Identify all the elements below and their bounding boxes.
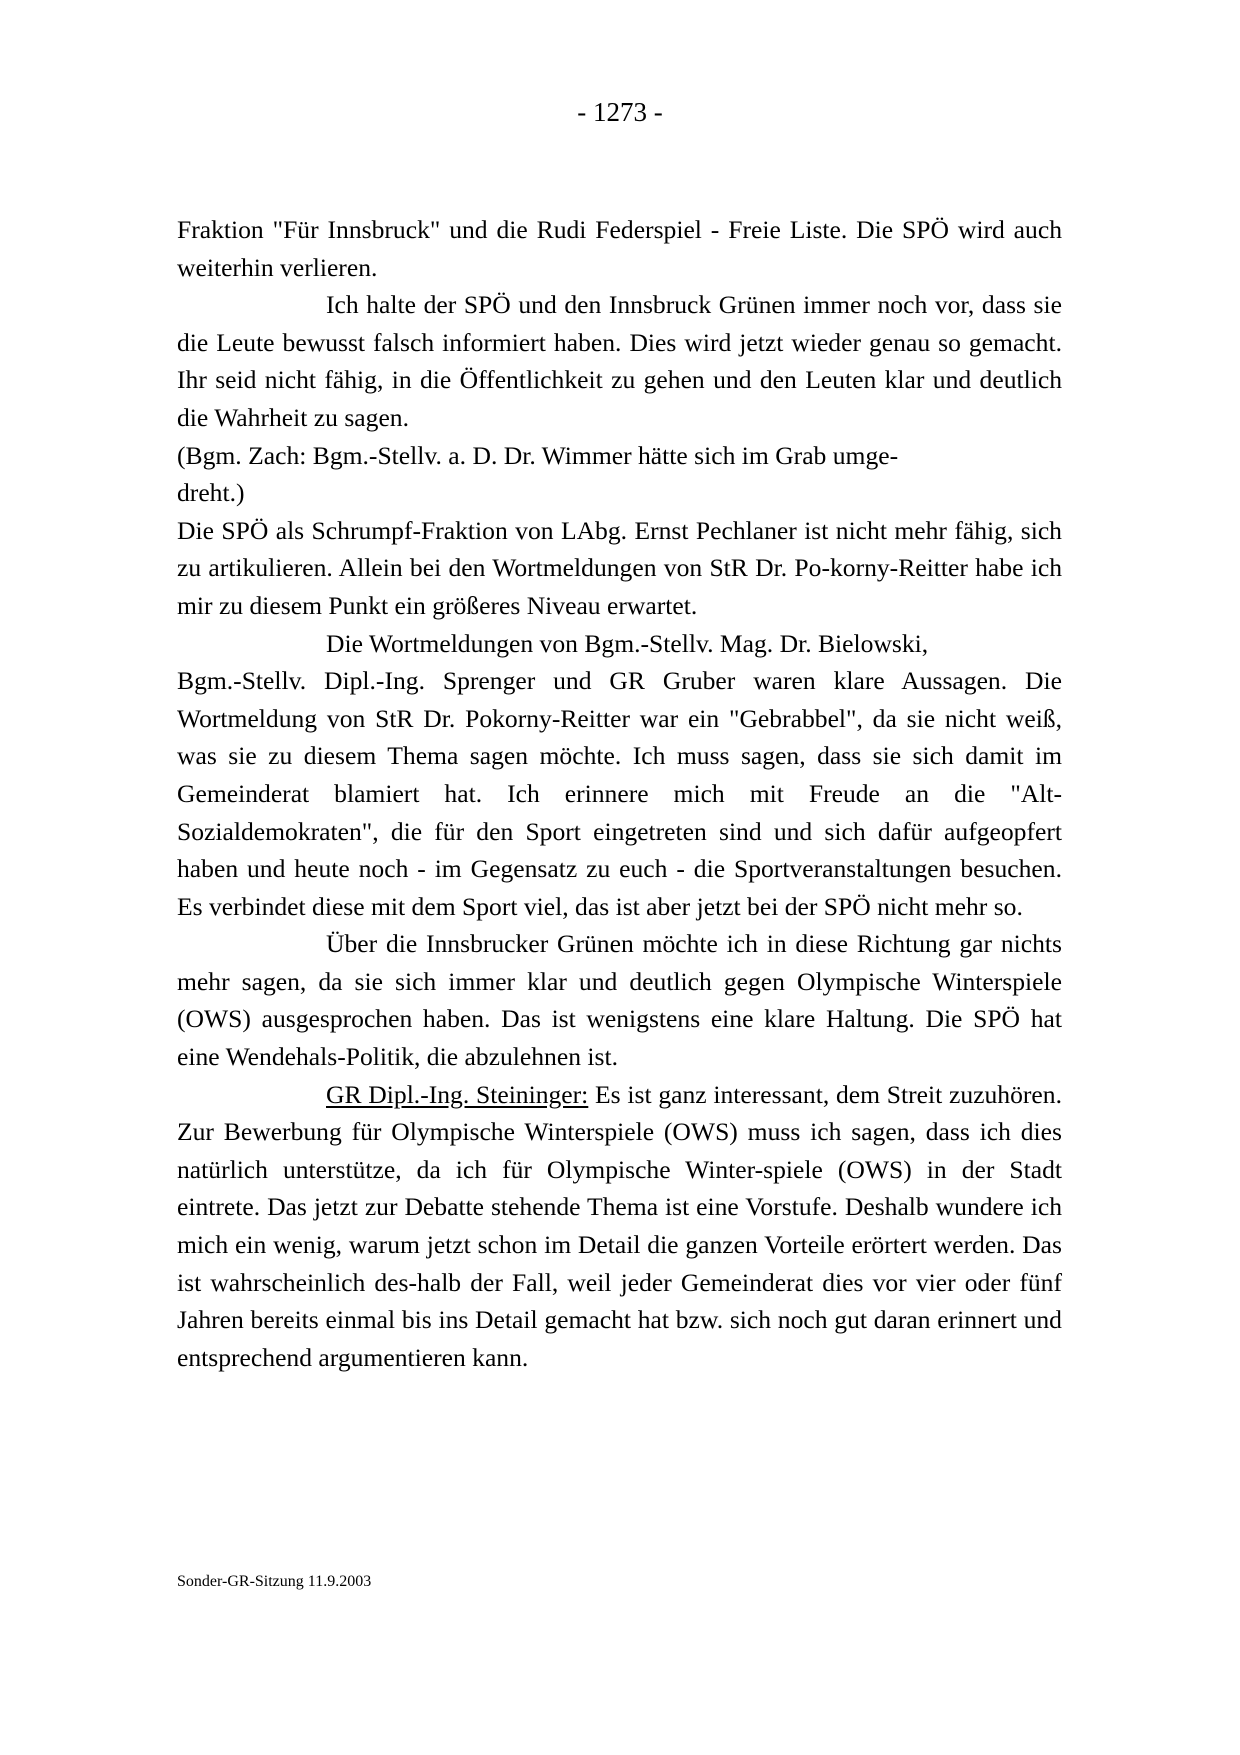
text-line: einmal bis ins Detail gemacht hat bzw. sich noch gut daran erinnert und (325, 1305, 1062, 1335)
text-line: halb der Fall, weil jeder Gemeinderat dies vor vier oder fünf Jahren bereits (177, 1267, 1063, 1335)
text-line: wird auch weiterhin verlieren. (177, 215, 1062, 282)
text-line: sagen, dass ich dies natürlich unterstütze, da ich für Olympische Winter- (177, 1117, 1062, 1184)
text-line: korny-Reitter habe ich mir zu diesem Punkt ein größeres Niveau erwartet. (177, 553, 1062, 620)
paragraph-5 (177, 925, 1062, 1075)
text-line: (Bgm. Zach: Bgm.-Stellv. a. D. Dr. Wimmer hätte sich im Grab umge- (177, 440, 899, 470)
page-number: - 1273 - (577, 97, 663, 127)
text-line: fähig, sich zu artikulieren. Allein bei den Wortmeldungen von StR Dr. Po- (177, 515, 1062, 583)
text-line: Es ist ganz interessant, dem Streit (588, 1079, 943, 1109)
text-line: Winterspiele (OWS) ausgesprochen haben. Das ist wenigstens eine klare (177, 966, 1062, 1034)
text-line: sie sich damit im Gemeinderat blamiert hat. Ich erinnere mich mit Freude (177, 741, 1062, 808)
paragraph-3 (177, 512, 1062, 625)
text-line: Die Wortmeldungen von Bgm.-Stellv. Mag. Dr. Bielowski, (326, 628, 929, 658)
text-line: spiele (OWS) in der Stadt eintrete. Das jetzt zur Debatte stehende Thema (177, 1154, 1062, 1222)
paragraph-2 (177, 286, 1062, 436)
interjection (177, 437, 1062, 512)
text-line: Bgm.-Stellv. Dipl.-Ing. Sprenger und GR Gruber waren klare Aussagen. (177, 666, 1008, 696)
text-line: den Leuten klar und deutlich die Wahrheit zu sagen. (177, 365, 1062, 432)
text-line: dafür aufgeopfert haben und heute noch - im Gegensatz zu euch - die (177, 816, 1062, 884)
text-line: nicht weiß, was sie zu diesem Thema sagen möchte. Ich muss sagen, dass (177, 703, 1062, 771)
text-line: Fraktion "Für Innsbruck" und die Rudi Federspiel - Freie Liste. Die SPÖ (177, 215, 949, 244)
text-line: Über die Innsbrucker Grünen möchte ich in diese Richtung gar (326, 929, 993, 959)
text-line: an die "Alt-Sozialdemokraten", die für den Sport eingetreten sind und sich (177, 778, 1062, 846)
footer-session-label: Sonder-GR-Sitzung 11.9.2003 (177, 1573, 372, 1590)
speaker-name: GR Dipl.-Ing. Steininger: (326, 1079, 589, 1109)
text-line: Haltung. Die SPÖ hat eine Wendehals-Politik, die abzulehnen ist. (177, 1004, 1062, 1072)
text-line: dreht.) (177, 478, 245, 508)
text-line: ist eine Vorstufe. Deshalb wundere ich mich ein wenig, warum jetzt schon (177, 1192, 1062, 1260)
text-line: Sportveranstaltungen besuchen. Es verbindet diese mit dem Sport viel, das (177, 854, 1062, 921)
document-body (177, 211, 1062, 1376)
text-line: zuzuhören. Zur Bewerbung für Olympische Winterspiele (OWS) muss ich (177, 1079, 1062, 1147)
text-line: nichts mehr sagen, da sie sich immer klar und deutlich gegen Olympische (177, 929, 1062, 996)
text-line: ist aber jetzt bei der SPÖ nicht mehr so. (615, 891, 1023, 921)
text-line: Die Wortmeldung von StR Dr. Pokorny-Reitter war ein "Gebrabbel", da sie (177, 666, 1062, 733)
text-line: dass sie die Leute bewusst falsch informiert haben. Dies wird jetzt wieder (177, 290, 1062, 357)
paragraph-1 (177, 211, 1062, 286)
text-line: entsprechend argumentieren kann. (177, 1342, 529, 1372)
text-line: Ich halte der SPÖ und den Innsbruck Grünen immer noch vor, (326, 290, 975, 320)
paragraph-4 (177, 625, 1062, 926)
text-line: Die SPÖ als Schrumpf-Fraktion von LAbg. Ernst Pechlaner ist nicht mehr (177, 515, 947, 545)
text-line: im Detail die ganzen Vorteile erörtert werden. Das ist wahrscheinlich des- (177, 1230, 1062, 1297)
text-line: genau so gemacht. Ihr seid nicht fähig, in die Öffentlichkeit zu gehen und (177, 327, 1062, 395)
paragraph-6 (177, 1076, 1062, 1377)
